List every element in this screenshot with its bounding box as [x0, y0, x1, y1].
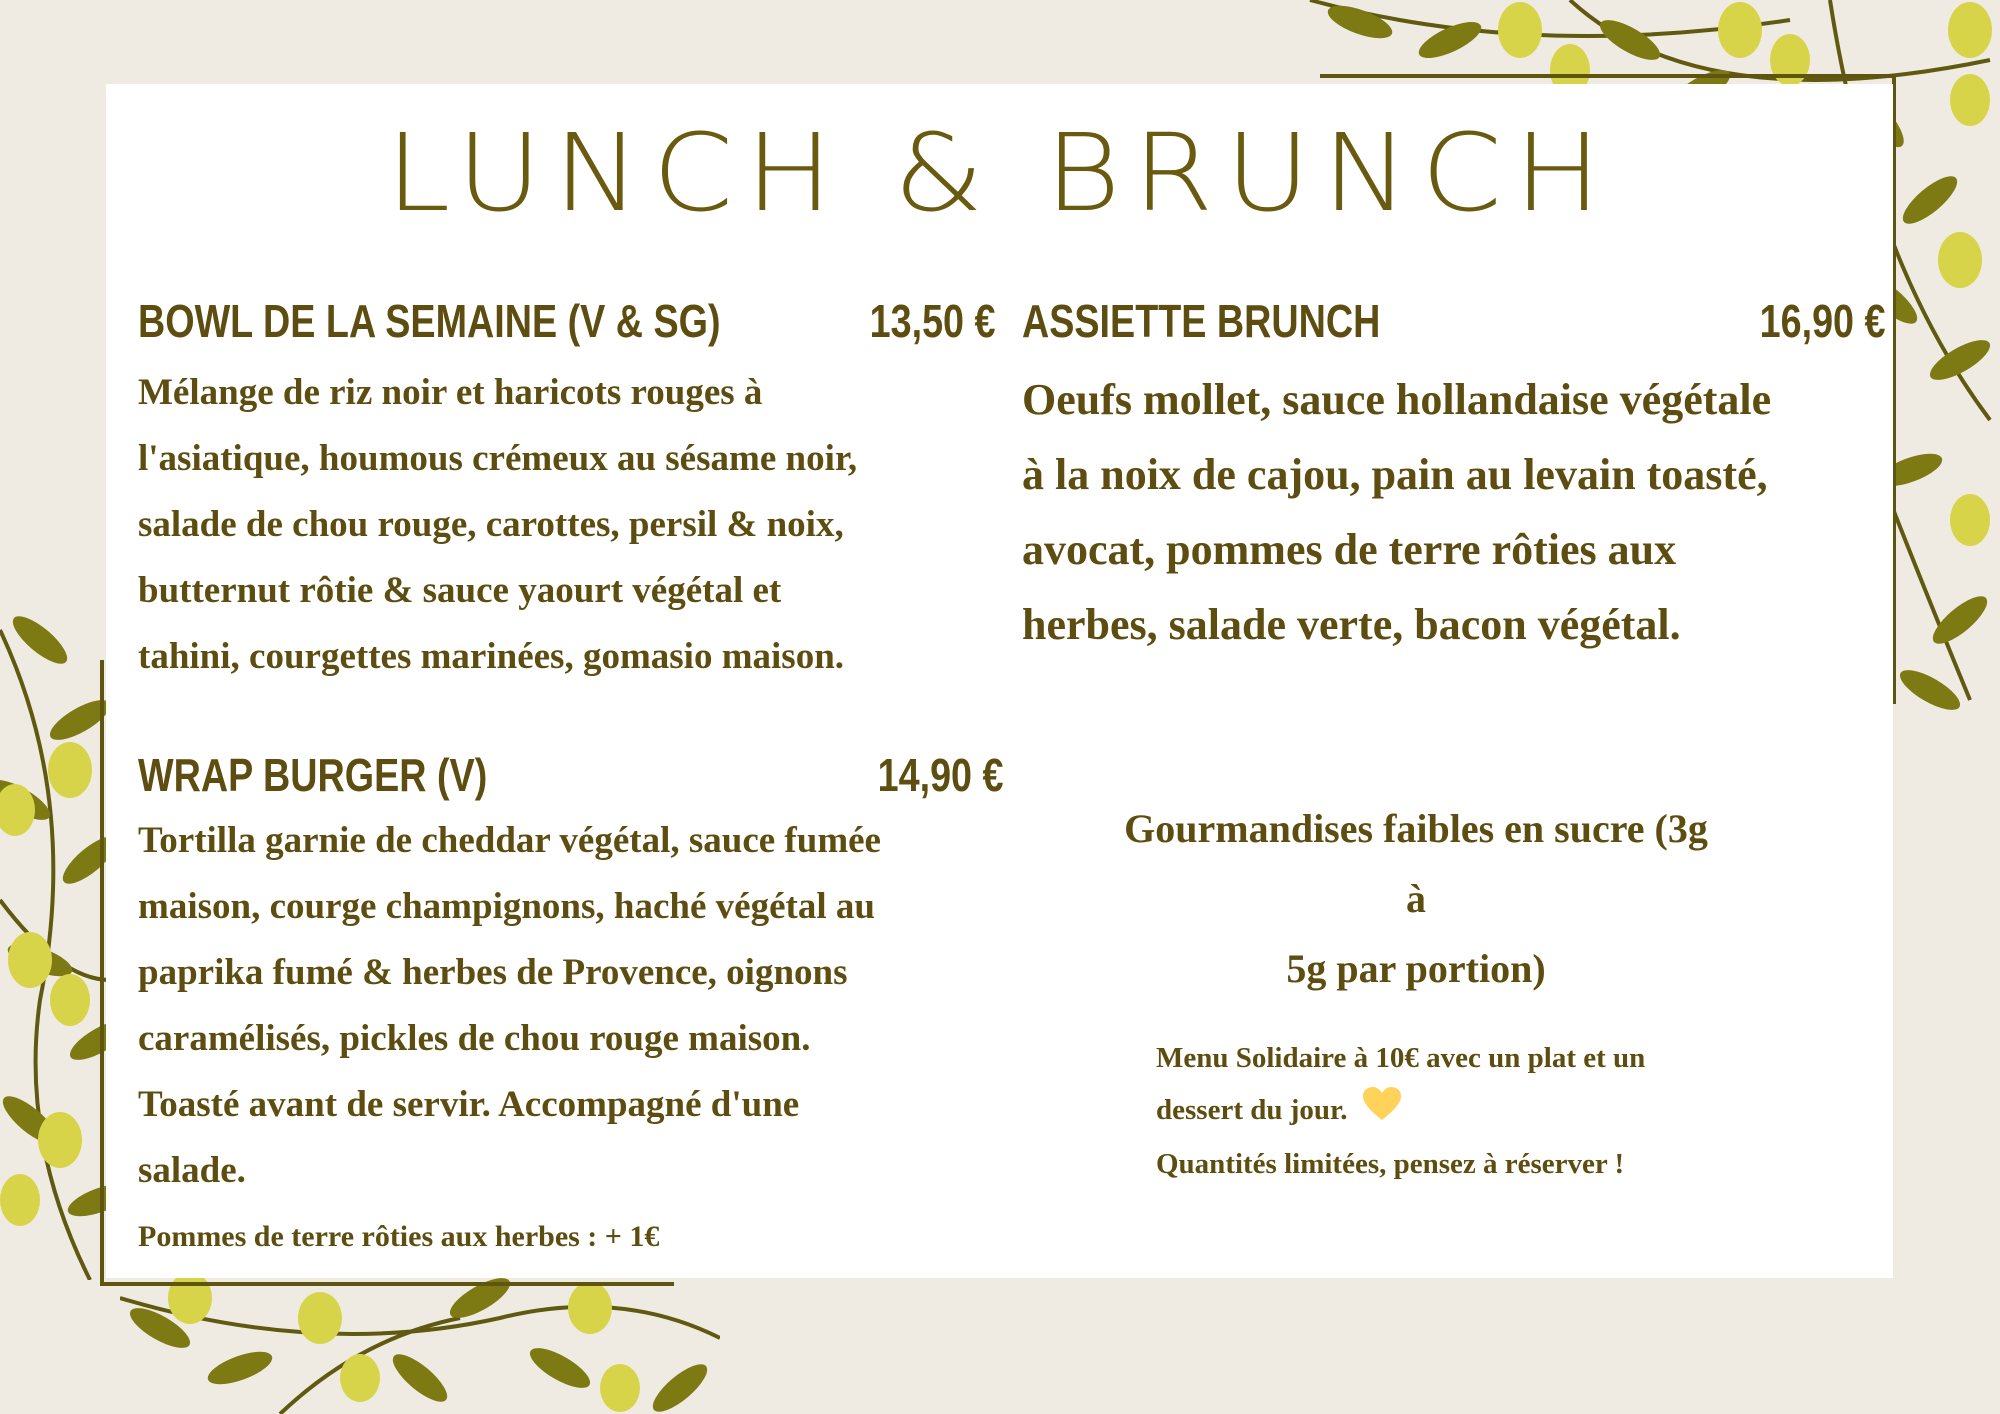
- desc-line: butternut rôtie & sauce yaourt végétal et: [138, 570, 782, 611]
- desc-line: salade de chou rouge, carottes, persil & noix,: [138, 504, 844, 545]
- treats-line: Gourmandises faibles en sucre (3g à: [1124, 806, 1708, 921]
- desc-line: Mélange de riz noir et haricots rouges à: [138, 372, 763, 413]
- menu-card: [106, 84, 1893, 1278]
- desc-line: Tortilla garnie de cheddar végétal, sauce fumée: [138, 820, 881, 861]
- desc-line: l'asiatique, houmous crémeux au sésame noir,: [138, 438, 858, 479]
- solidaire-text: dessert du jour.: [1156, 1094, 1348, 1126]
- frame-line-bottom-left-v: [100, 660, 104, 1286]
- desc-line: à la noix de cajou, pain au levain toasté,: [1022, 450, 1768, 499]
- menu-title: LUNCH & BRUNCH: [385, 111, 1614, 236]
- item-desc-assiette: [1022, 362, 1892, 662]
- treats-line: 5g par portion): [1286, 946, 1546, 991]
- desc-line: avocat, pommes de terre rôties aux: [1022, 525, 1677, 574]
- item-name-assiette: ASSIETTE BRUNCH: [1022, 295, 1381, 347]
- item-price-bowl: 13,50 €: [869, 295, 995, 347]
- item-name-bowl: BOWL DE LA SEMAINE (V & SG): [138, 295, 721, 347]
- desc-line: herbes, salade verte, bacon végétal.: [1022, 600, 1681, 649]
- frame-line-bottom-left-h: [100, 1282, 674, 1286]
- item-desc-bowl: [138, 360, 1018, 690]
- treats-note: [1116, 794, 1716, 1004]
- desc-line: paprika fumé & herbes de Provence, oignons: [138, 952, 848, 993]
- solidaire-note: [1156, 1032, 1796, 1190]
- item-price-wrap: 14,90 €: [877, 749, 1003, 801]
- desc-line: salade.: [138, 1150, 246, 1191]
- item-name-wrap: WRAP BURGER (V): [138, 749, 488, 801]
- solidaire-line: Menu Solidaire à 10€ avec un plat et un: [1156, 1042, 1646, 1074]
- item-price-assiette: 16,90 €: [1759, 295, 1885, 347]
- desc-line: caramélisés, pickles de chou rouge maison.: [138, 1018, 811, 1059]
- desc-line: Toasté avant de servir. Accompagné d'une: [138, 1084, 800, 1125]
- desc-line: maison, courge champignons, haché végétal au: [138, 886, 875, 927]
- olive-branch-bottom: [120, 1278, 720, 1414]
- yellow-heart-icon: [1363, 1086, 1401, 1138]
- item-desc-wrap: [138, 808, 1018, 1270]
- desc-line: tahini, courgettes marinées, gomasio maison.: [138, 636, 845, 677]
- frame-line-top-right-h: [1320, 74, 1896, 78]
- desc-line: Oeufs mollet, sauce hollandaise végétale: [1022, 375, 1772, 424]
- solidaire-line-2: [1156, 1084, 1796, 1138]
- item-extra-potatoes: Pommes de terre rôties aux herbes : + 1€: [138, 1220, 660, 1253]
- solidaire-line: Quantités limitées, pensez à réserver !: [1156, 1148, 1625, 1181]
